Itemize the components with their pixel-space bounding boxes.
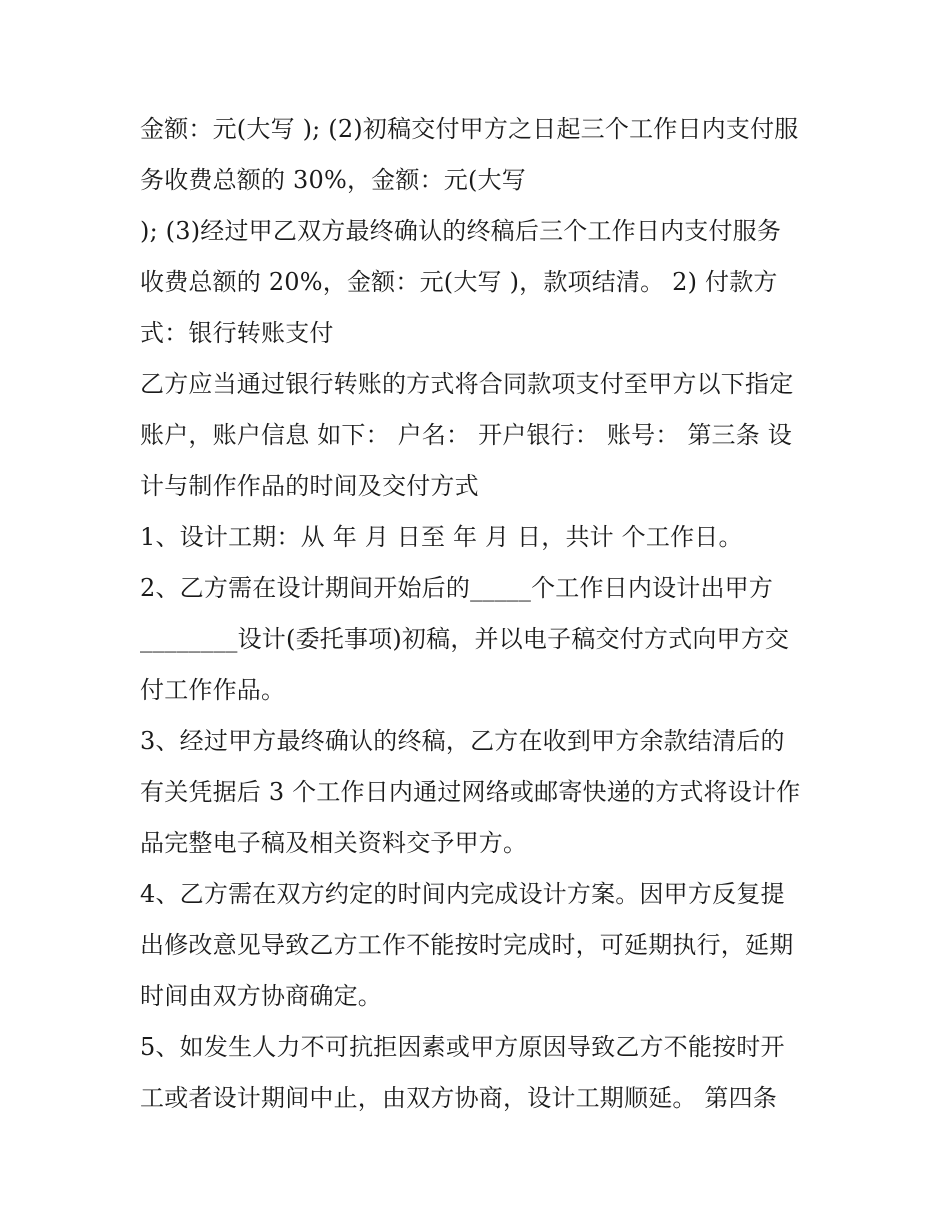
text-line: 时间由双方协商确定。 — [140, 982, 382, 1010]
document-body — [140, 104, 830, 1124]
text-line: 金额：元(大写 ); (2)初稿交付甲方之日起三个工作日内支付服 — [140, 115, 799, 143]
text-line: 工或者设计期间中止，由双方协商，设计工期顺延。 第四条 — [140, 1084, 778, 1112]
text-line: 付工作作品。 — [140, 676, 286, 704]
text-line: 出修改意见导致乙方工作不能按时完成时，可延期执行，延期 — [140, 931, 794, 959]
text-line: 4、乙方需在双方约定的时间内完成设计方案。因甲方反复提 — [140, 880, 785, 908]
text-line: 5、如发生人力不可抗拒因素或甲方原因导致乙方不能按时开 — [140, 1033, 785, 1061]
text-line: ); (3)经过甲乙双方最终确认的终稿后三个工作日内支付服务 — [140, 217, 782, 245]
text-line: 计与制作作品的时间及交付方式 — [140, 472, 479, 500]
text-line: 收费总额的 20%，金额：元(大写 )，款项结清。 2) 付款方 — [140, 268, 778, 296]
text-line: ________设计(委托事项)初稿，并以电子稿交付方式向甲方交 — [140, 625, 790, 653]
text-line: 3、经过甲方最终确认的终稿，乙方在收到甲方余款结清后的 — [140, 727, 785, 755]
text-line: 有关凭据后 3 个工作日内通过网络或邮寄快递的方式将设计作 — [140, 778, 801, 806]
text-line: 式：银行转账支付 — [140, 319, 334, 347]
text-line: 2、乙方需在设计期间开始后的_____个工作日内设计出甲方 — [140, 574, 774, 602]
text-line: 1、设计工期：从 年 月 日至 年 月 日，共计 个工作日。 — [140, 523, 743, 551]
text-line: 务收费总额的 30%，金额：元(大写 — [140, 166, 526, 194]
text-line: 账户，账户信息 如下： 户名： 开户银行： 账号： 第三条 设 — [140, 421, 792, 449]
text-line: 乙方应当通过银行转账的方式将合同款项支付至甲方以下指定 — [140, 370, 794, 398]
text-line: 品完整电子稿及相关资料交予甲方。 — [140, 829, 528, 857]
